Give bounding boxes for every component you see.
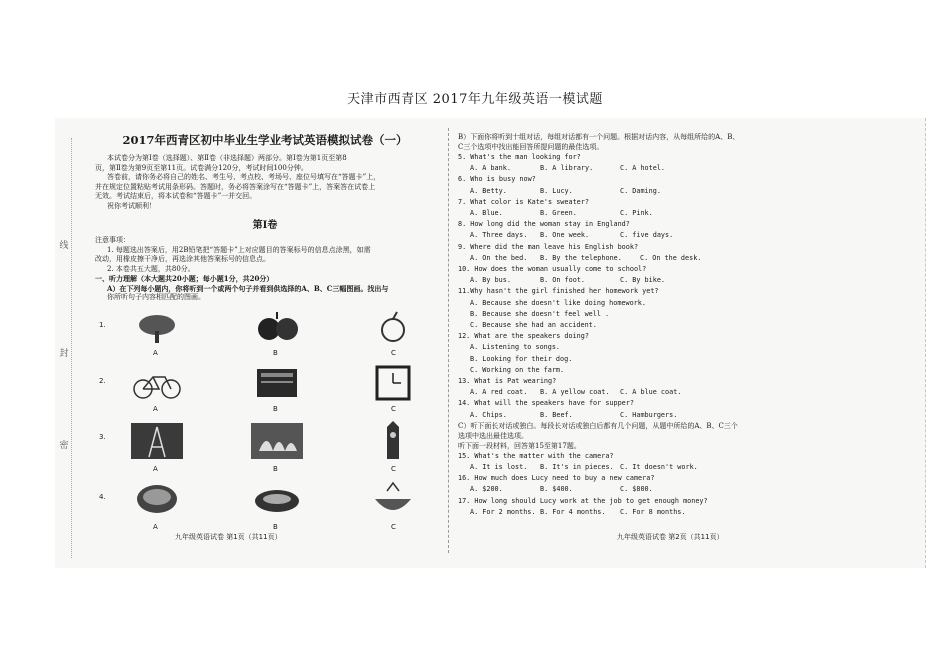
option: C. Pink.: [620, 209, 653, 218]
option: C. On the desk.: [640, 253, 702, 262]
option-label: C: [391, 464, 396, 473]
option: A. A red coat.: [470, 388, 528, 397]
option: C. A hotel.: [620, 164, 666, 173]
option: B. Beef.: [540, 410, 573, 419]
option: A. On the bed.: [470, 253, 528, 262]
intro-line: 无效。考试结束后，将本试卷和“答题卡”一并交回。: [95, 192, 257, 200]
left-page-footer: 九年级英语试卷 第1页（共11页）: [175, 533, 282, 541]
option: B. Because she doesn't feel well .: [470, 309, 610, 318]
margin-mark-feng: 封: [59, 349, 69, 359]
option: B. Looking for their dog.: [470, 354, 573, 363]
option: A. For 2 months.: [470, 507, 536, 516]
question-text: 5. What's the man looking for?: [458, 153, 581, 161]
option: C. $800.: [620, 485, 653, 494]
tree-picture: [129, 309, 185, 345]
right-page: [458, 132, 918, 552]
option: B. A library.: [540, 164, 594, 173]
question-text: 15. What's the matter with the camera?: [458, 451, 614, 460]
scanned-exam-page: [55, 118, 926, 568]
option: C. five days.: [620, 231, 674, 240]
question-text: 16. How much does Lucy need to buy a new camera?: [458, 474, 655, 483]
intro-line: 本试卷分为第Ⅰ卷（选择题）、第Ⅱ卷（非选择题）两部分。第Ⅰ卷为第1页至第8: [107, 154, 347, 162]
option: B. One week.: [540, 231, 590, 240]
question-text: 6. Who is busy now?: [458, 175, 536, 184]
picture-row-number: 3.: [99, 432, 106, 441]
margin-mark-mi: 密: [59, 441, 69, 451]
question-text: 13. What is Pat wearing?: [458, 377, 557, 386]
big-ben-picture: [365, 421, 421, 461]
option: B. Green.: [540, 209, 577, 218]
option: B. A yellow coat.: [540, 388, 610, 397]
question-text: 17. How long should Lucy work at the job to get enough money?: [458, 496, 708, 505]
section-c-line: C）听下面长对话或独白。每段长对话或独白后都有几个问题，从题中所给的A、B、C三个: [458, 421, 738, 430]
option: A. Chips.: [470, 410, 507, 419]
option: C. For 8 months.: [620, 507, 686, 516]
right-page-footer: 九年级英语试卷 第2页（共11页）: [617, 533, 724, 541]
option-label: A: [153, 522, 158, 531]
left-page: [95, 132, 435, 552]
option: A. By bus.: [470, 276, 511, 285]
option: C. By bike.: [620, 276, 666, 285]
option: B. On foot.: [540, 276, 586, 285]
option: A. Because she doesn't like doing homework.: [470, 298, 646, 307]
picture-row-1: [95, 305, 435, 361]
clock-picture: [365, 365, 421, 401]
opera-house-picture: [249, 421, 305, 461]
question-11: [458, 286, 918, 331]
option-label: B: [273, 404, 278, 413]
option: A. $200.: [470, 485, 503, 494]
option: C. Daming.: [620, 186, 661, 195]
option-label: C: [391, 522, 396, 531]
option: A. Three days.: [470, 231, 528, 240]
note-line: 改动，用橡皮擦干净后，再选涂其他答案标号的信息点。: [95, 255, 270, 263]
note-line: 2. 本卷共五大题，共80分。: [107, 264, 195, 273]
option: A. A bank.: [470, 164, 511, 173]
section-c-line: 选项中选出最佳选项。: [458, 431, 528, 440]
picture-row-2: [95, 361, 435, 417]
option: B. $400.: [540, 485, 573, 494]
eiffel-tower-picture: [129, 421, 185, 461]
question-text: 8. How long did the woman stay in England?: [458, 220, 630, 229]
question-10: [458, 264, 918, 286]
option: B. Lucy.: [540, 186, 573, 195]
question-text: 12. What are the speakers doing?: [458, 332, 589, 341]
question-7: [458, 197, 918, 219]
option: C. A blue coat.: [620, 388, 682, 397]
intro-line: 页，第Ⅱ卷为第9页至第11页。试卷满分120分，考试时间100分钟。: [95, 163, 308, 172]
question-13: [458, 376, 918, 398]
option-label: C: [391, 404, 396, 413]
picture-row-number: 4.: [99, 492, 106, 501]
option-label: A: [153, 404, 158, 413]
question-14: [458, 398, 918, 420]
question-text: 7. What color is Kate's sweater?: [458, 197, 589, 206]
question-15: [458, 451, 918, 473]
picture-row-3: [95, 417, 435, 477]
question-5: [458, 152, 918, 174]
intro-line: 并在规定位置粘贴考试用条形码。答题时，务必将答案涂写在“答题卡”上，答案答在试卷上: [95, 182, 376, 191]
exam-title: 2017年西青区初中毕业生学业考试英语模拟试卷（一）: [122, 133, 408, 147]
intro-line: 祝你考试顺利！: [107, 201, 156, 210]
question-12: [458, 331, 918, 376]
option-label: A: [153, 348, 158, 357]
intro-line: 答卷前，请你务必将自己的姓名、考生号、考点校、考场号、座位号填写在“答题卡”上，: [107, 173, 381, 181]
page-divider: [448, 128, 449, 553]
section-b-line: C三个选项中找出能回答所提问题的最佳选项。: [458, 143, 604, 151]
apples-picture: [249, 309, 305, 345]
option-label: B: [273, 522, 278, 531]
notes: [95, 236, 435, 303]
option: B. For 4 months.: [540, 507, 606, 516]
option: A. Betty.: [470, 186, 507, 195]
question-8: [458, 219, 918, 241]
question-text: 9. Where did the man leave his English book?: [458, 242, 639, 251]
section-b-line: B）下面你将听到十组对话，每组对话都有一个问题。根据对话内容，从每组所给的A、B、: [458, 133, 740, 141]
question-17: [458, 496, 918, 518]
option: B. It's in pieces.: [540, 463, 614, 472]
bicycle-picture: [129, 365, 185, 401]
option: B. By the telephone.: [540, 253, 622, 262]
notes-title: 注意事项：: [95, 236, 130, 244]
question-16: [458, 473, 918, 495]
option: A. It is lost.: [470, 463, 528, 472]
question-6: [458, 174, 918, 196]
option: A. Listening to songs.: [470, 343, 561, 352]
pear-picture: [365, 309, 421, 345]
option: A. Blue.: [470, 209, 503, 218]
question-text: 14. What will the speakers have for supper?: [458, 399, 634, 408]
cake-picture: [129, 481, 185, 517]
picture-questions: [95, 305, 435, 535]
option: C. Because she had an accident.: [470, 321, 597, 330]
section-c-line: 听下面一段材料，回答第15至第17题。: [458, 441, 581, 450]
bowl-picture: [365, 481, 421, 517]
option-label: B: [273, 464, 278, 473]
note-line: 1. 每题选出答案后，用2B铅笔把“答题卡”上对应题目的答案标号的信息点涂黑，如需: [107, 245, 371, 254]
picture-row-4: [95, 477, 435, 535]
margin-mark-xian: 线: [59, 241, 69, 251]
question-text: 11.Why hasn't the girl finished her homework yet?: [458, 287, 659, 296]
picture-row-number: 1.: [99, 320, 106, 329]
option-label: A: [153, 464, 158, 473]
option: C. Working on the farm.: [470, 365, 565, 374]
section1a-line: A）在下列每小题内，你将听到一个或两个句子并看到供选择的A、B、C三幅图画。找出与: [107, 283, 389, 293]
question-9: [458, 242, 918, 264]
document-title: 天津市西青区 2017年九年级英语一模试题: [347, 92, 603, 107]
section1a-line: 你所听句子内容相匹配的图画。: [107, 293, 205, 301]
part-title: 第Ⅰ卷: [252, 220, 278, 231]
option: C. It doesn't work.: [620, 463, 698, 472]
option-label: B: [273, 348, 278, 357]
question-text: 10. How does the woman usually come to school?: [458, 265, 647, 274]
section1-title: 一、听力理解（本大题共20小题；每小题1分，共20分）: [95, 274, 274, 283]
picture-row-number: 2.: [99, 376, 106, 385]
book-picture: [249, 365, 305, 401]
binding-margin: [57, 138, 72, 558]
option-label: C: [391, 348, 396, 357]
option: C. Hamburgers.: [620, 410, 678, 419]
exam-intro: [95, 154, 435, 211]
pizza-picture: [249, 481, 305, 517]
